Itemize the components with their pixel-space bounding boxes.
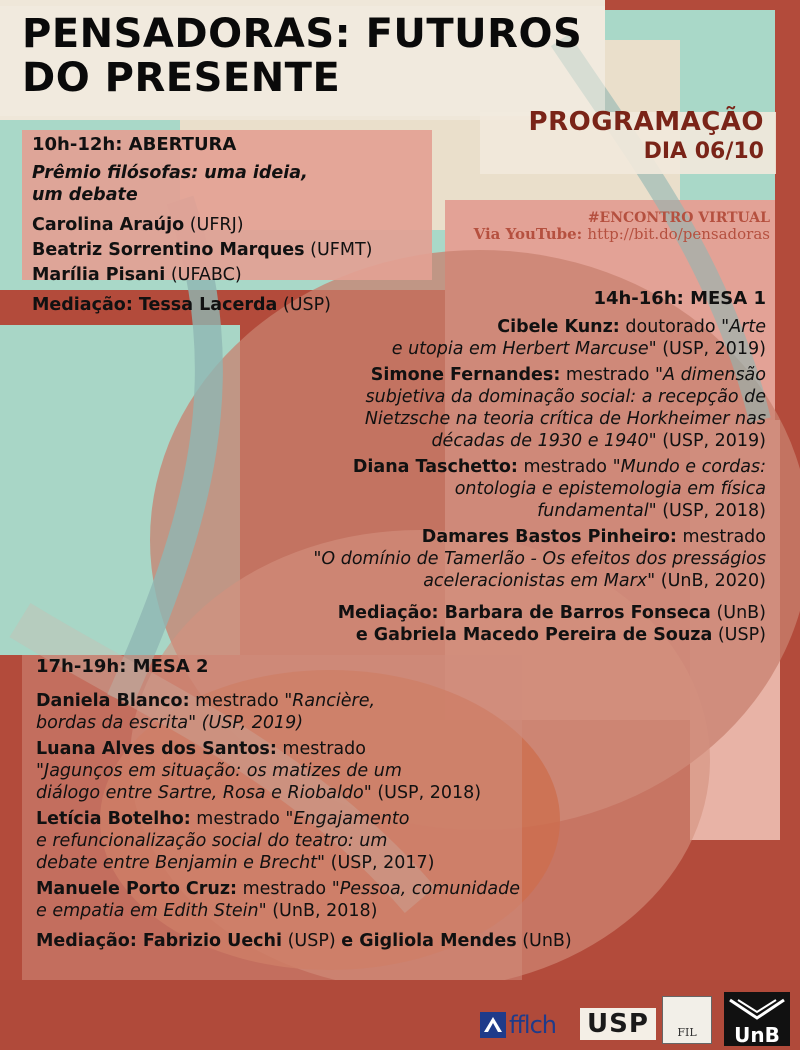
title-line-2: DO PRESENTE (22, 55, 341, 101)
mediacao-label: e Gigliola Mendes (341, 931, 517, 951)
abertura-speaker (32, 264, 432, 286)
abertura-speaker (32, 239, 432, 261)
work-title: bordas da escrita" (USP, 2019) (36, 713, 304, 733)
work-title: subjetiva da dominação social: a recepção de (365, 387, 766, 407)
mediacao-label: Mediação: Barbara de Barros Fonseca (337, 603, 711, 623)
speaker-inst: (UFRJ) (184, 215, 244, 235)
work-source: (UnB, 2020) (655, 571, 766, 591)
unb-logo (724, 992, 790, 1046)
speaker-name: Letícia Botelho: (36, 809, 191, 829)
mesa1-item (206, 526, 766, 592)
work-source: (UnB, 2018) (266, 901, 378, 921)
degree: mestrado (237, 879, 332, 899)
mediacao-inst: (UnB) (710, 603, 766, 623)
work-title: "Mundo e cordas: (612, 457, 766, 477)
speaker-name: Diana Taschetto: (352, 457, 518, 477)
work-title: e refuncionalização social do teatro: um (36, 831, 388, 851)
item-line (36, 738, 756, 760)
mediacao-label: e Gabriela Macedo Pereira de Souza (355, 625, 713, 645)
mediacao-inst: (USP) (282, 931, 342, 951)
poster-title (22, 12, 582, 100)
speaker-name: Carolina Araújo (32, 215, 185, 235)
virtual-info (474, 210, 770, 242)
mesa2-item (36, 690, 756, 734)
virtual-tag: #ENCONTRO VIRTUAL (587, 210, 770, 226)
speaker-name: Manuele Porto Cruz: (36, 879, 238, 899)
work-title: Nietzsche na teoria crítica de Horkheimer nas (364, 409, 766, 429)
title-line-1: PENSADORAS: FUTUROS (22, 11, 583, 57)
degree: mestrado (560, 365, 655, 385)
work-title: "Engajamento (285, 809, 410, 829)
degree: mestrado (189, 691, 285, 711)
item-line (206, 430, 766, 452)
work-title: "Rancière, (284, 691, 376, 711)
mesa1-time: 14h-16h: MESA 1 (593, 288, 766, 309)
speaker-inst: (UFABC) (165, 265, 242, 285)
item-line (206, 316, 766, 338)
work-source: (USP, 2019) (656, 339, 766, 359)
programacao-date: DIA 06/10 (643, 139, 764, 164)
mesa2-time: 17h-19h: MESA 2 (36, 656, 209, 677)
item-line (36, 878, 756, 900)
item-line (36, 852, 756, 874)
mesa1-item (206, 316, 766, 360)
speaker-name: Damares Bastos Pinheiro: (421, 527, 677, 547)
work-title: "O domínio de Tamerlão - Os efeitos dos presságios (313, 549, 766, 569)
speaker-name: Daniela Blanco: (36, 691, 190, 711)
item-line (36, 782, 756, 804)
work-source: (USP, 2018) (656, 501, 766, 521)
mesa2-item (36, 738, 756, 804)
degree: mestrado (676, 527, 766, 547)
work-title: "Arte (721, 317, 766, 337)
degree: doutorado (619, 317, 722, 337)
mediacao-inst: (UnB) (516, 931, 572, 951)
sponsor-logos (480, 992, 792, 1046)
speaker-name: Cibele Kunz: (497, 317, 620, 337)
speaker-name: Beatriz Sorrentino Marques (32, 240, 305, 260)
mesa2-section (36, 656, 756, 952)
fil-wordmark: FIL (677, 1026, 697, 1039)
item-line (206, 456, 766, 478)
mesa1-mediacao (206, 602, 766, 646)
work-title: "A dimensão (654, 365, 766, 385)
unb-wordmark: UnB (734, 1023, 780, 1047)
unb-emblem-icon (728, 998, 786, 1022)
usp-wordmark: USP (587, 1009, 649, 1039)
fil-logo (662, 996, 712, 1044)
item-line (36, 900, 756, 922)
abertura-speaker (32, 214, 432, 236)
item-line (206, 338, 766, 360)
work-title: "Pessoa, comunidade (331, 879, 520, 899)
mediacao-label: Mediação: Fabrizio Uechi (36, 931, 283, 951)
mediacao-line (206, 624, 766, 646)
item-line (206, 364, 766, 386)
youtube-link[interactable]: http://bit.do/pensadoras (587, 225, 770, 243)
mesa2-item (36, 808, 756, 874)
speaker-inst: (UFMT) (304, 240, 373, 260)
usp-logo (580, 1008, 656, 1040)
mesa2-item (36, 878, 756, 922)
work-title: "Jagunços em situação: os matizes de um (36, 761, 402, 781)
item-line (36, 808, 756, 830)
mesa2-mediacao (36, 930, 756, 952)
programacao-header (529, 106, 764, 166)
item-line (206, 500, 766, 522)
abertura-time: 10h-12h: ABERTURA (32, 134, 237, 155)
work-source: (USP, 2018) (371, 783, 482, 803)
mediacao-inst: (USP) (277, 295, 332, 315)
item-line (206, 570, 766, 592)
degree: mestrado (276, 739, 366, 759)
degree: mestrado (190, 809, 286, 829)
degree: mestrado (517, 457, 613, 477)
fflch-emblem-icon (480, 1012, 506, 1038)
work-title: e utopia em Herbert Marcuse" (391, 339, 657, 359)
work-source: (USP, 2017) (325, 853, 435, 873)
mediacao-inst: (USP) (712, 625, 766, 645)
work-title: décadas de 1930 e 1940" (431, 431, 657, 451)
item-line (36, 690, 756, 712)
work-title: ontologia e epistemologia em física (454, 479, 766, 499)
work-title: e empatia em Edith Stein" (36, 901, 267, 921)
item-line (206, 526, 766, 548)
fflch-wordmark: fflch (509, 1011, 556, 1039)
work-title: fundamental" (537, 501, 657, 521)
work-title: aceleracionistas em Marx" (423, 571, 656, 591)
speaker-name: Luana Alves dos Santos: (36, 739, 277, 759)
fflch-logo (480, 1010, 578, 1040)
via-label: Via YouTube: (473, 225, 583, 243)
mediacao-line (206, 602, 766, 624)
mesa1-section (206, 288, 766, 646)
mesa1-item (206, 364, 766, 452)
work-source: (USP, 2019) (656, 431, 766, 451)
speaker-name: Simone Fernandes: (370, 365, 561, 385)
mediacao-label: Mediação: Tessa Lacerda (32, 295, 278, 315)
abertura-subtitle-1: Prêmio filósofas: uma ideia, (32, 163, 308, 183)
abertura-subtitle-2: um debate (32, 185, 138, 205)
work-title: debate entre Benjamin e Brecht" (36, 853, 326, 873)
speaker-name: Marília Pisani (32, 265, 166, 285)
programacao-label: PROGRAMAÇÃO (528, 107, 764, 137)
virtual-link-line (474, 226, 770, 242)
mesa1-item (206, 456, 766, 522)
work-title: diálogo entre Sartre, Rosa e Riobaldo" (36, 783, 372, 803)
